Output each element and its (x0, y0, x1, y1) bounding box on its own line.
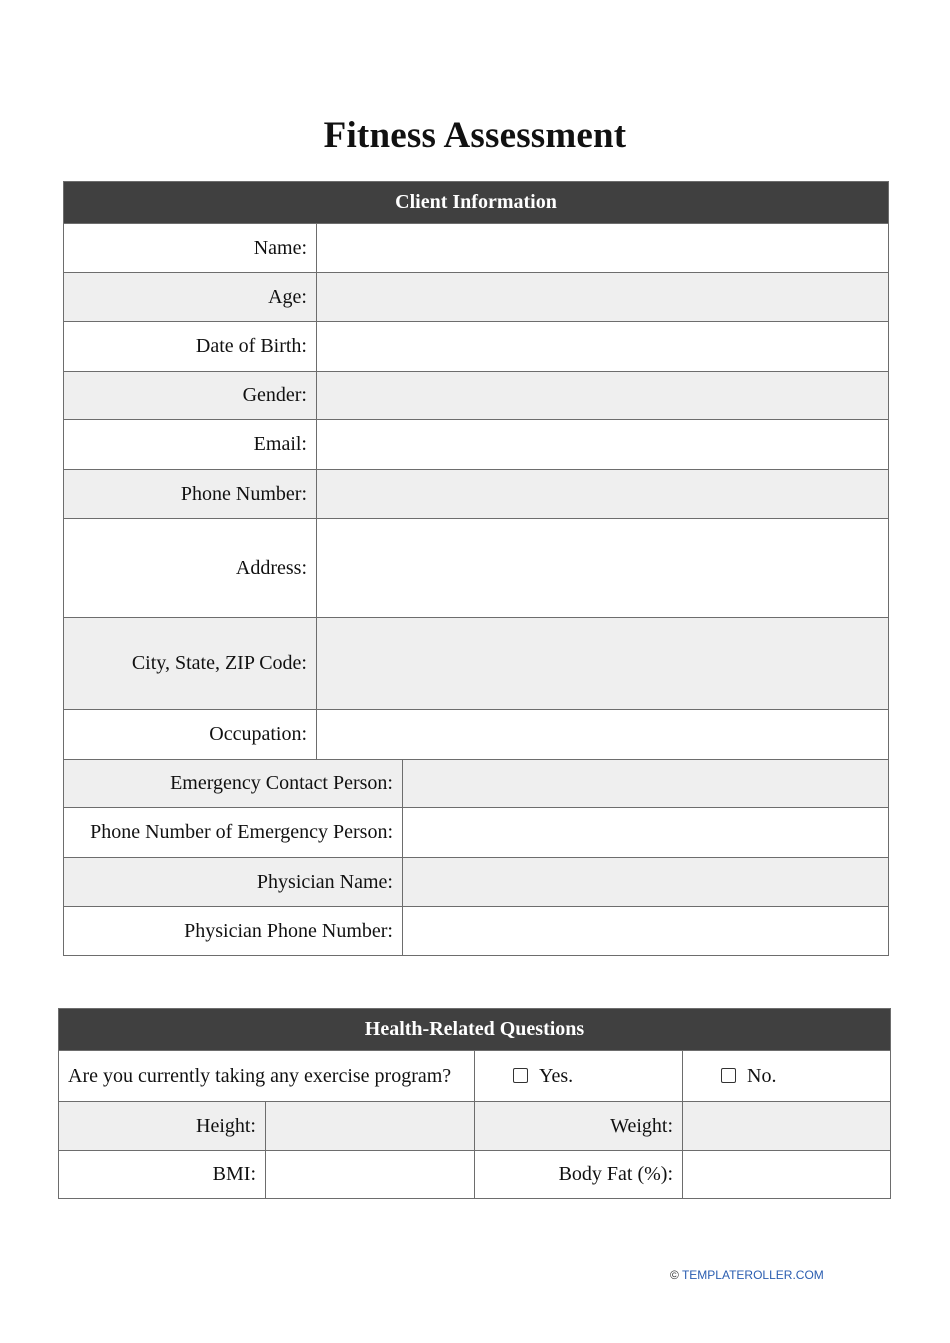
address-field[interactable] (317, 519, 889, 618)
footer-site-link[interactable]: TEMPLATEROLLER.COM (681, 1268, 824, 1282)
date-of-birth-label: Date of Birth: (64, 322, 317, 372)
footer (670, 1268, 824, 1282)
page-title: Fitness Assessment (323, 115, 627, 156)
health-questions-table (58, 1008, 891, 1199)
age-field[interactable] (317, 273, 889, 322)
yes-checkbox[interactable] (513, 1068, 528, 1083)
yes-option[interactable] (475, 1051, 683, 1102)
physician-phone-label: Physician Phone Number: (64, 907, 403, 956)
address-label: Address: (64, 519, 317, 618)
weight-field[interactable] (683, 1102, 891, 1151)
body-fat-field[interactable] (683, 1151, 891, 1199)
city-state-zip-field[interactable] (317, 618, 889, 710)
body-fat-label: Body Fat (%): (475, 1151, 683, 1199)
emergency-phone-label: Phone Number of Emergency Person: (64, 808, 403, 858)
exercise-question: Are you currently taking any exercise program? (59, 1051, 475, 1102)
yes-label: Yes. (539, 1064, 574, 1087)
phone-number-field[interactable] (317, 470, 889, 519)
physician-phone-field[interactable] (403, 907, 889, 956)
no-checkbox[interactable] (721, 1068, 736, 1083)
health-questions-header: Health-Related Questions (59, 1009, 891, 1051)
occupation-label: Occupation: (64, 710, 317, 760)
client-information-table (63, 181, 889, 956)
gender-label: Gender: (64, 372, 317, 420)
date-of-birth-field[interactable] (317, 322, 889, 372)
emergency-phone-field[interactable] (403, 808, 889, 858)
physician-name-label: Physician Name: (64, 858, 403, 907)
bmi-field[interactable] (266, 1151, 475, 1199)
copyright-symbol: © (670, 1268, 679, 1282)
gender-field[interactable] (317, 372, 889, 420)
age-label: Age: (64, 273, 317, 322)
city-state-zip-label: City, State, ZIP Code: (64, 618, 317, 710)
bmi-label: BMI: (59, 1151, 266, 1199)
height-label: Height: (59, 1102, 266, 1151)
emergency-contact-label: Emergency Contact Person: (64, 760, 403, 808)
height-field[interactable] (266, 1102, 475, 1151)
physician-name-field[interactable] (403, 858, 889, 907)
name-field[interactable] (317, 224, 889, 273)
occupation-field[interactable] (317, 710, 889, 760)
name-label: Name: (64, 224, 317, 273)
no-option[interactable] (683, 1051, 891, 1102)
emergency-contact-field[interactable] (403, 760, 889, 808)
email-label: Email: (64, 420, 317, 470)
phone-number-label: Phone Number: (64, 470, 317, 519)
client-information-header: Client Information (64, 182, 889, 224)
weight-label: Weight: (475, 1102, 683, 1151)
no-label: No. (747, 1064, 777, 1087)
email-field[interactable] (317, 420, 889, 470)
